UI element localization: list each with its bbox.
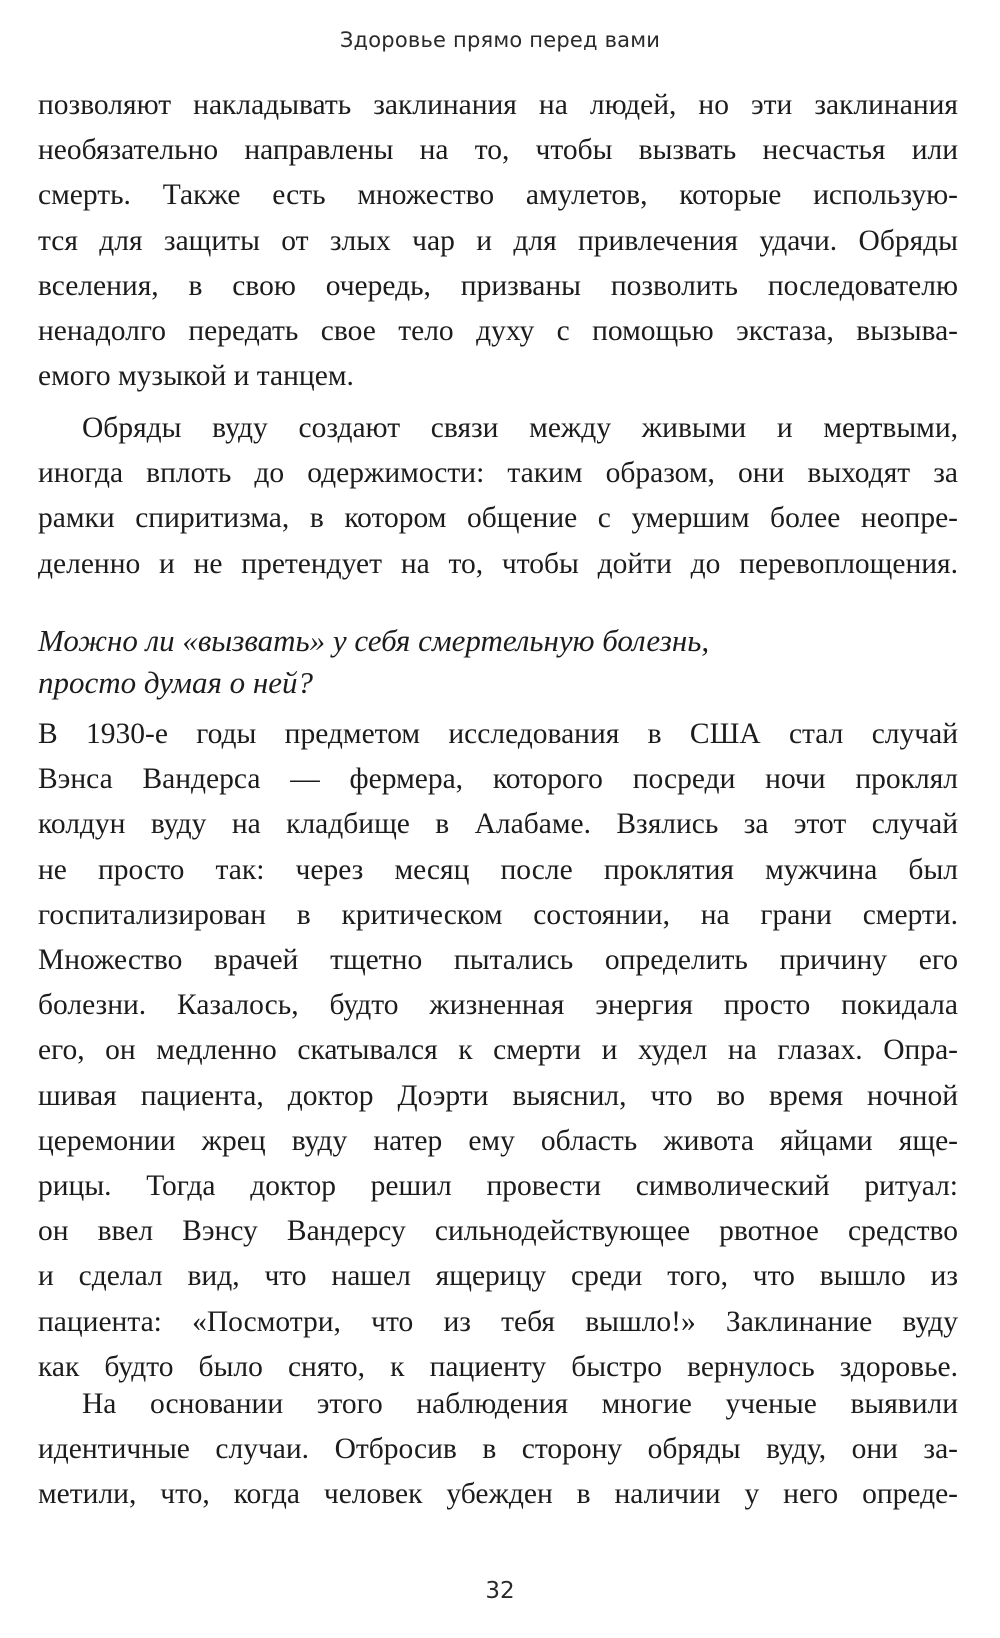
text-line: и сделал вид, что нашел ящерицу среди того, что вышло из <box>38 1260 958 1293</box>
text-line: он ввел Вэнсу Вандерсу сильнодействующее рвотное средство <box>38 1215 958 1248</box>
text-line: Вэнса Вандерса — фермера, которого посреди ночи проклял <box>38 763 958 796</box>
text-line: деленно и не претендует на то, чтобы дойти до перевоплощения. <box>38 547 958 580</box>
text-line: На основании этого наблюдения многие ученые выявили <box>82 1388 958 1420</box>
text-line: позволяют накладывать заклинания на людей, но эти заклинания <box>38 89 958 121</box>
text-line: рицы. Тогда доктор решил провести символический ритуал: <box>38 1170 958 1203</box>
text-line: емого музыкой и танцем. <box>38 360 354 393</box>
text-line: идентичные случаи. Отбросив в сторону обряды вуду, они за- <box>38 1433 958 1466</box>
text-line: смерть. Также есть множество амулетов, которые использую- <box>38 179 958 212</box>
page-number: 32 <box>485 1578 515 1604</box>
heading-line: просто думая о ней? <box>38 665 313 700</box>
text-line: Обряды вуду создают связи между живыми и мертвыми, <box>82 412 958 444</box>
text-line: болезни. Казалось, будто жизненная энергия просто покидала <box>38 989 958 1022</box>
paragraph-1 <box>38 83 958 399</box>
text-line: его, он медленно скатывался к смерти и худел на глазах. Опра- <box>38 1034 958 1067</box>
text-line: госпитализирован в критическом состоянии, на грани смерти. <box>38 898 958 931</box>
text-line: колдун вуду на кладбище в Алабаме. Взялись за этот случай <box>38 808 958 841</box>
text-line: ненадолго передать свое тело духу с помощью экстаза, вызыва- <box>38 315 958 348</box>
text-line: церемонии жрец вуду натер ему область живота яйцами яще- <box>38 1124 958 1157</box>
paragraph-2 <box>38 406 958 587</box>
text-line: не просто так: через месяц после проклятия мужчина был <box>38 853 958 886</box>
paragraph-3 <box>38 712 958 1390</box>
text-line: шивая пациента, доктор Доэрти выяснил, что во время ночной <box>38 1079 958 1112</box>
text-line: В 1930-е годы предметом исследования в США стал случай <box>38 718 958 750</box>
heading-line: Можно ли «вызвать» у себя смертельную болезнь, <box>38 623 710 658</box>
text-line: вселения, в свою очередь, призваны позволить последователю <box>38 269 958 302</box>
text-line: рамки спиритизма, в котором общение с умершим более неопре- <box>38 502 958 535</box>
text-line: иногда вплоть до одержимости: таким образом, они выходят за <box>38 457 958 490</box>
running-head: Здоровье прямо перед вами <box>339 28 661 52</box>
text-line: как будто было снято, к пациенту быстро вернулось здоровье. <box>38 1350 958 1383</box>
text-line: необязательно направлены на то, чтобы вызвать несчастья или <box>38 134 958 167</box>
paragraph-4 <box>38 1382 958 1518</box>
text-line: метили, что, когда человек убежден в наличии у него опреде- <box>38 1478 958 1511</box>
text-line: тся для защиты от злых чар и для привлечения удачи. Обряды <box>38 224 958 257</box>
text-line: пациента: «Посмотри, что из тебя вышло!» Заклинание вуду <box>38 1305 958 1338</box>
section-heading <box>38 620 958 704</box>
text-line: Множество врачей тщетно пытались определить причину его <box>38 944 958 977</box>
